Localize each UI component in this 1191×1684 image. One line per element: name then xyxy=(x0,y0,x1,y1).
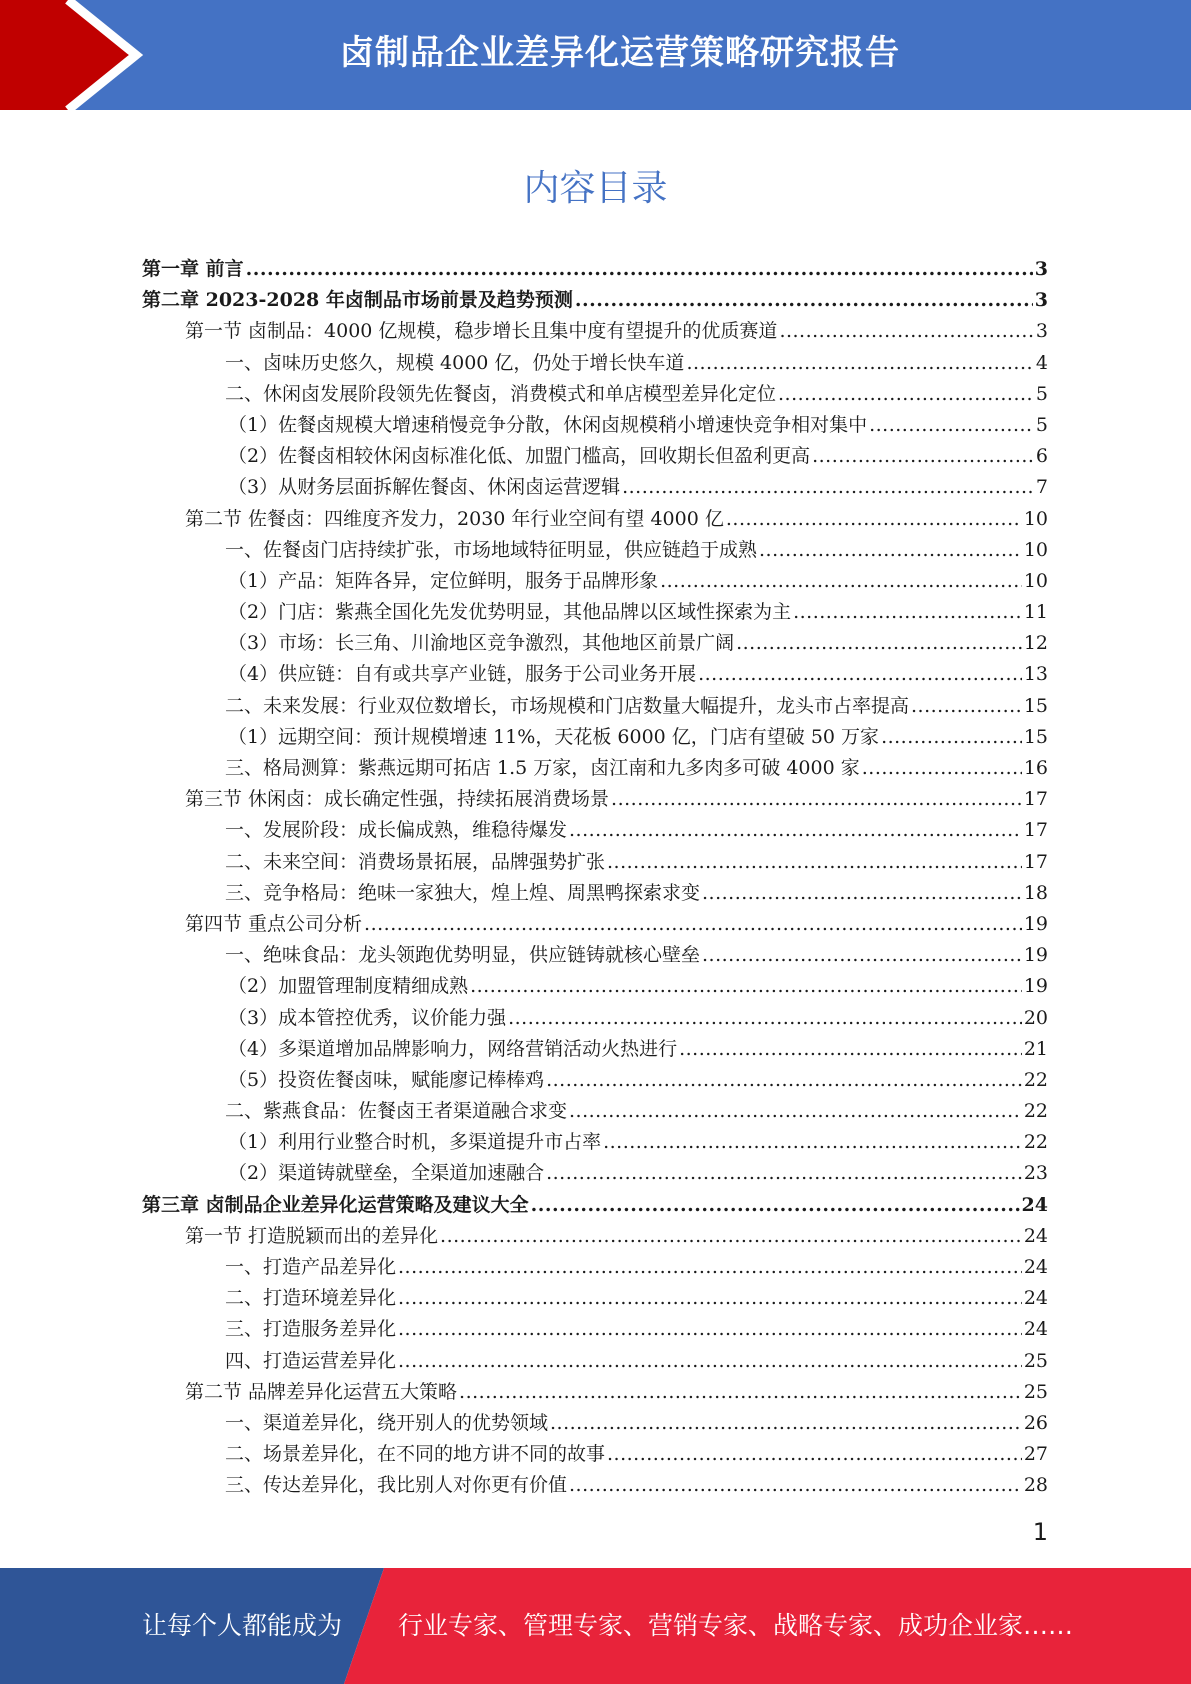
toc-entry-page: 28 xyxy=(1023,1474,1048,1497)
toc-entry-page: 23 xyxy=(1023,1162,1048,1185)
toc-entry-label: 三、竞争格局：绝味一家独大，煌上煌、周黑鸭探索求变 xyxy=(225,881,701,904)
toc-heading: 内容目录 xyxy=(523,168,668,209)
toc-entry[interactable] xyxy=(142,815,1048,846)
toc-entry[interactable] xyxy=(142,1283,1048,1314)
toc-entry-label: （2）门店：紫燕全国化先发优势明显，其他品牌以区域性探索为主 xyxy=(228,601,792,624)
toc-entry[interactable] xyxy=(142,1003,1048,1034)
toc-entry-page: 5 xyxy=(1035,382,1048,405)
toc-dot-leader xyxy=(686,348,1033,379)
toc-dot-leader xyxy=(698,659,1022,690)
toc-entry[interactable] xyxy=(142,1408,1048,1439)
footer-banner xyxy=(0,1568,1191,1684)
toc-entry-label: （2）佐餐卤相较休闲卤标准化低、加盟门槛高，回收期长但盈利更高 xyxy=(228,445,811,468)
toc-dot-leader xyxy=(603,1127,1022,1158)
toc-entry-label: 第三章 卤制品企业差异化运营策略及建议大全 xyxy=(142,1193,529,1216)
toc-entry-page: 20 xyxy=(1023,1006,1048,1029)
toc-dot-leader xyxy=(470,971,1022,1002)
toc-entry-label: 一、打造产品差异化 xyxy=(225,1256,397,1278)
toc-entry-page: 19 xyxy=(1023,975,1048,998)
toc-entry-label: 第二章 2023-2028 年卤制品市场前景及趋势预测 xyxy=(142,289,573,312)
toc-entry-label: 第二节 品牌差异化运营五大策略 xyxy=(185,1380,458,1403)
toc-entry-label: 二、打造环境差异化 xyxy=(225,1287,397,1310)
toc-dot-leader xyxy=(779,316,1033,347)
report-title: 卤制品企业差异化运营策略研究报告 xyxy=(340,33,900,73)
toc-entry-label: 一、佐餐卤门店持续扩张，市场地域特征明显，供应链趋于成熟 xyxy=(225,538,758,561)
toc-entry-page: 19 xyxy=(1023,912,1048,935)
toc-dot-leader xyxy=(508,1003,1022,1034)
red-chevron-icon xyxy=(0,0,160,110)
toc-entry-label: （2）渠道铸就壁垒，全渠道加速融合 xyxy=(228,1162,545,1185)
toc-dot-leader xyxy=(812,441,1034,472)
toc-entry-page: 24 xyxy=(1023,1256,1048,1278)
toc-entry-page: 27 xyxy=(1023,1443,1048,1466)
toc-entry-page: 10 xyxy=(1023,507,1048,530)
toc-entry-page: 16 xyxy=(1023,757,1048,779)
toc-entry[interactable] xyxy=(142,316,1048,347)
toc-entry-label: （3）市场：长三角、川渝地区竞争激烈，其他地区前景广阔 xyxy=(228,632,735,655)
toc-entry-label: 一、渠道差异化，绕开别人的优势领域 xyxy=(225,1411,549,1434)
toc-entry-page: 11 xyxy=(1023,601,1048,624)
toc-entry-label: 三、打造服务差异化 xyxy=(225,1318,397,1341)
toc-entry-label: （1）佐餐卤规模大增速稍慢竞争分散，休闲卤规模稍小增速快竞争相对集中 xyxy=(228,413,868,436)
toc-dot-leader xyxy=(531,1190,1020,1221)
toc-dot-leader xyxy=(911,691,1022,722)
toc-entry[interactable] xyxy=(142,472,1048,503)
toc-entry-page: 6 xyxy=(1035,445,1048,468)
toc-dot-leader xyxy=(881,722,1022,753)
toc-dot-leader xyxy=(398,1283,1022,1314)
toc-dot-leader xyxy=(398,1346,1022,1377)
toc-entry-page: 10 xyxy=(1023,538,1048,561)
toc-entry-label: 第二节 佐餐卤：四维度齐发力，2030 年行业空间有望 4000 亿 xyxy=(185,507,724,530)
toc-entry-label: 第一章 前言 xyxy=(142,258,244,280)
toc-entry-page: 24 xyxy=(1023,1287,1048,1310)
toc-entry-label: （1）远期空间：预计规模增速 11%，天花板 6000 亿，门店有望破 50 万家 xyxy=(228,725,880,748)
toc-entry[interactable] xyxy=(142,441,1048,472)
toc-entry[interactable] xyxy=(142,1377,1048,1408)
toc-entry-page: 17 xyxy=(1023,788,1048,811)
toc-entry-label: 一、绝味食品：龙头领跑优势明显，供应链铸就核心壁垒 xyxy=(225,944,701,967)
toc-entry[interactable] xyxy=(142,971,1048,1002)
toc-entry-label: 第一节 卤制品：4000 亿规模，稳步增长且集中度有望提升的优质赛道 xyxy=(185,320,778,343)
toc-entry[interactable] xyxy=(142,722,1048,753)
toc-dot-leader xyxy=(607,847,1022,878)
toc-dot-leader xyxy=(569,1470,1022,1501)
toc-entry-label: （4）多渠道增加品牌影响力，网络营销活动火热进行 xyxy=(228,1037,678,1060)
toc-entry[interactable] xyxy=(142,1127,1048,1158)
toc-entry[interactable] xyxy=(142,878,1048,909)
toc-entry-page: 22 xyxy=(1023,1068,1048,1091)
toc-entry-page: 13 xyxy=(1023,663,1048,686)
toc-dot-leader xyxy=(607,1439,1022,1470)
page-number: 1 xyxy=(1032,1518,1048,1546)
toc-entry[interactable] xyxy=(142,535,1048,566)
toc-dot-leader xyxy=(546,1065,1022,1096)
toc-dot-leader xyxy=(759,535,1022,566)
toc-dot-leader xyxy=(398,1314,1022,1345)
toc-entry-label: 第三节 休闲卤：成长确定性强，持续拓展消费场景 xyxy=(185,788,610,811)
toc-entry-page: 3 xyxy=(1034,289,1048,312)
toc-entry-label: 二、未来空间：消费场景拓展，品牌强势扩张 xyxy=(225,850,606,873)
toc-dot-leader xyxy=(546,1158,1022,1189)
toc-entry-label: （1）产品：矩阵各异，定位鲜明，服务于品牌形象 xyxy=(228,569,659,592)
toc-entry-label: 第四节 重点公司分析 xyxy=(185,912,363,935)
toc-entry[interactable] xyxy=(142,1346,1048,1377)
toc-entry[interactable] xyxy=(142,410,1048,441)
toc-entry-page: 25 xyxy=(1023,1380,1048,1403)
toc-dot-leader xyxy=(778,379,1034,410)
toc-entry-label: 一、卤味历史悠久，规模 4000 亿，仍处于增长快车道 xyxy=(225,351,685,374)
toc-entry-label: 二、未来发展：行业双位数增长，市场规模和门店数量大幅提升，龙头市占率提高 xyxy=(225,694,910,717)
toc-entry-page: 3 xyxy=(1035,320,1048,343)
toc-entry[interactable] xyxy=(142,1439,1048,1470)
toc-entry-page: 15 xyxy=(1023,694,1048,717)
toc-dot-leader xyxy=(702,940,1022,971)
toc-entry-label: （2）加盟管理制度精细成熟 xyxy=(228,975,469,998)
toc-entry[interactable] xyxy=(142,348,1048,379)
toc-entry[interactable] xyxy=(142,1314,1048,1345)
toc-entry[interactable] xyxy=(142,1034,1048,1065)
toc-dot-leader xyxy=(575,285,1033,316)
toc-entry-label: 第一节 打造脱颖而出的差异化 xyxy=(185,1224,439,1247)
toc-entry-page: 4 xyxy=(1035,351,1048,374)
toc-entry-page: 24 xyxy=(1021,1193,1048,1216)
toc-entry-page: 7 xyxy=(1035,476,1048,499)
toc-dot-leader xyxy=(862,753,1022,784)
toc-entry-label: 一、发展阶段：成长偏成熟，维稳待爆发 xyxy=(225,819,568,842)
toc-dot-leader xyxy=(398,1252,1022,1283)
toc-entry[interactable] xyxy=(142,254,1048,285)
toc-dot-leader xyxy=(611,784,1022,815)
toc-entry-page: 12 xyxy=(1023,632,1048,655)
toc-entry[interactable] xyxy=(142,1221,1048,1252)
toc-entry-page: 19 xyxy=(1023,944,1048,967)
toc-dot-leader xyxy=(736,628,1022,659)
footer-slogan-left: 让每个人都能成为 xyxy=(142,1611,343,1640)
toc-entry-label: （3）成本管控优秀，议价能力强 xyxy=(228,1006,507,1029)
toc-dot-leader xyxy=(679,1034,1022,1065)
toc-entry-page: 26 xyxy=(1023,1411,1048,1434)
toc-dot-leader xyxy=(622,472,1034,503)
toc-entry[interactable] xyxy=(142,379,1048,410)
toc-entry[interactable] xyxy=(142,940,1048,971)
toc-entry-page: 17 xyxy=(1023,850,1048,873)
toc-entry-page: 10 xyxy=(1023,569,1048,592)
toc-entry-label: 三、格局测算：紫燕远期可拓店 1.5 万家，卤江南和九多肉多可破 4000 家 xyxy=(225,757,860,779)
toc-entry[interactable] xyxy=(142,784,1048,815)
toc-entry-page: 5 xyxy=(1035,413,1048,436)
table-of-contents xyxy=(142,254,1048,1502)
toc-entry[interactable] xyxy=(142,1158,1048,1189)
toc-dot-leader xyxy=(702,878,1022,909)
toc-dot-leader xyxy=(364,909,1022,940)
toc-entry[interactable] xyxy=(142,504,1048,535)
toc-entry-label: （4）供应链：自有或共享产业链，服务于公司业务开展 xyxy=(228,663,697,686)
toc-dot-leader xyxy=(569,1096,1022,1127)
toc-entry[interactable] xyxy=(142,753,1048,784)
toc-entry[interactable] xyxy=(142,691,1048,722)
toc-entry-label: （3）从财务层面拆解佐餐卤、休闲卤运营逻辑 xyxy=(228,476,621,499)
toc-entry-page: 24 xyxy=(1023,1318,1048,1341)
toc-dot-leader xyxy=(246,254,1033,285)
toc-entry-page: 22 xyxy=(1023,1131,1048,1154)
toc-dot-leader xyxy=(459,1377,1022,1408)
toc-entry-page: 15 xyxy=(1023,725,1048,748)
toc-entry-page: 18 xyxy=(1023,881,1048,904)
toc-entry-label: （5）投资佐餐卤味，赋能廖记棒棒鸡 xyxy=(228,1068,545,1091)
toc-dot-leader xyxy=(440,1221,1022,1252)
toc-entry-page: 3 xyxy=(1034,258,1048,280)
toc-entry[interactable] xyxy=(142,285,1048,316)
toc-entry-page: 17 xyxy=(1023,819,1048,842)
toc-entry[interactable] xyxy=(142,566,1048,597)
toc-entry-page: 21 xyxy=(1023,1037,1048,1060)
toc-dot-leader xyxy=(869,410,1034,441)
toc-dot-leader xyxy=(660,566,1022,597)
toc-entry[interactable] xyxy=(142,1252,1048,1283)
toc-dot-leader xyxy=(550,1408,1022,1439)
toc-entry[interactable] xyxy=(142,1190,1048,1221)
toc-entry-page: 24 xyxy=(1023,1224,1048,1247)
toc-entry-label: 二、紫燕食品：佐餐卤王者渠道融合求变 xyxy=(225,1100,568,1123)
toc-entry[interactable] xyxy=(142,1470,1048,1501)
toc-entry[interactable] xyxy=(142,1065,1048,1096)
toc-entry[interactable] xyxy=(142,659,1048,690)
footer-slogan-right: 行业专家、管理专家、营销专家、战略专家、成功企业家…… xyxy=(398,1611,1074,1640)
toc-dot-leader xyxy=(569,815,1022,846)
toc-entry-label: 四、打造运营差异化 xyxy=(225,1349,397,1372)
toc-entry[interactable] xyxy=(142,1096,1048,1127)
toc-entry-label: （1）利用行业整合时机，多渠道提升市占率 xyxy=(228,1131,602,1154)
toc-dot-leader xyxy=(726,504,1022,535)
toc-entry[interactable] xyxy=(142,847,1048,878)
report-header-band xyxy=(0,0,1191,110)
toc-entry[interactable] xyxy=(142,909,1048,940)
toc-entry-label: 二、场景差异化，在不同的地方讲不同的故事 xyxy=(225,1443,606,1466)
toc-entry-page: 22 xyxy=(1023,1100,1048,1123)
toc-entry[interactable] xyxy=(142,628,1048,659)
toc-entry[interactable] xyxy=(142,597,1048,628)
toc-dot-leader xyxy=(793,597,1022,628)
toc-entry-label: 三、传达差异化，我比别人对你更有价值 xyxy=(225,1474,568,1497)
toc-entry-page: 25 xyxy=(1023,1349,1048,1372)
toc-entry-label: 二、休闲卤发展阶段领先佐餐卤，消费模式和单店模型差异化定位 xyxy=(225,382,777,405)
